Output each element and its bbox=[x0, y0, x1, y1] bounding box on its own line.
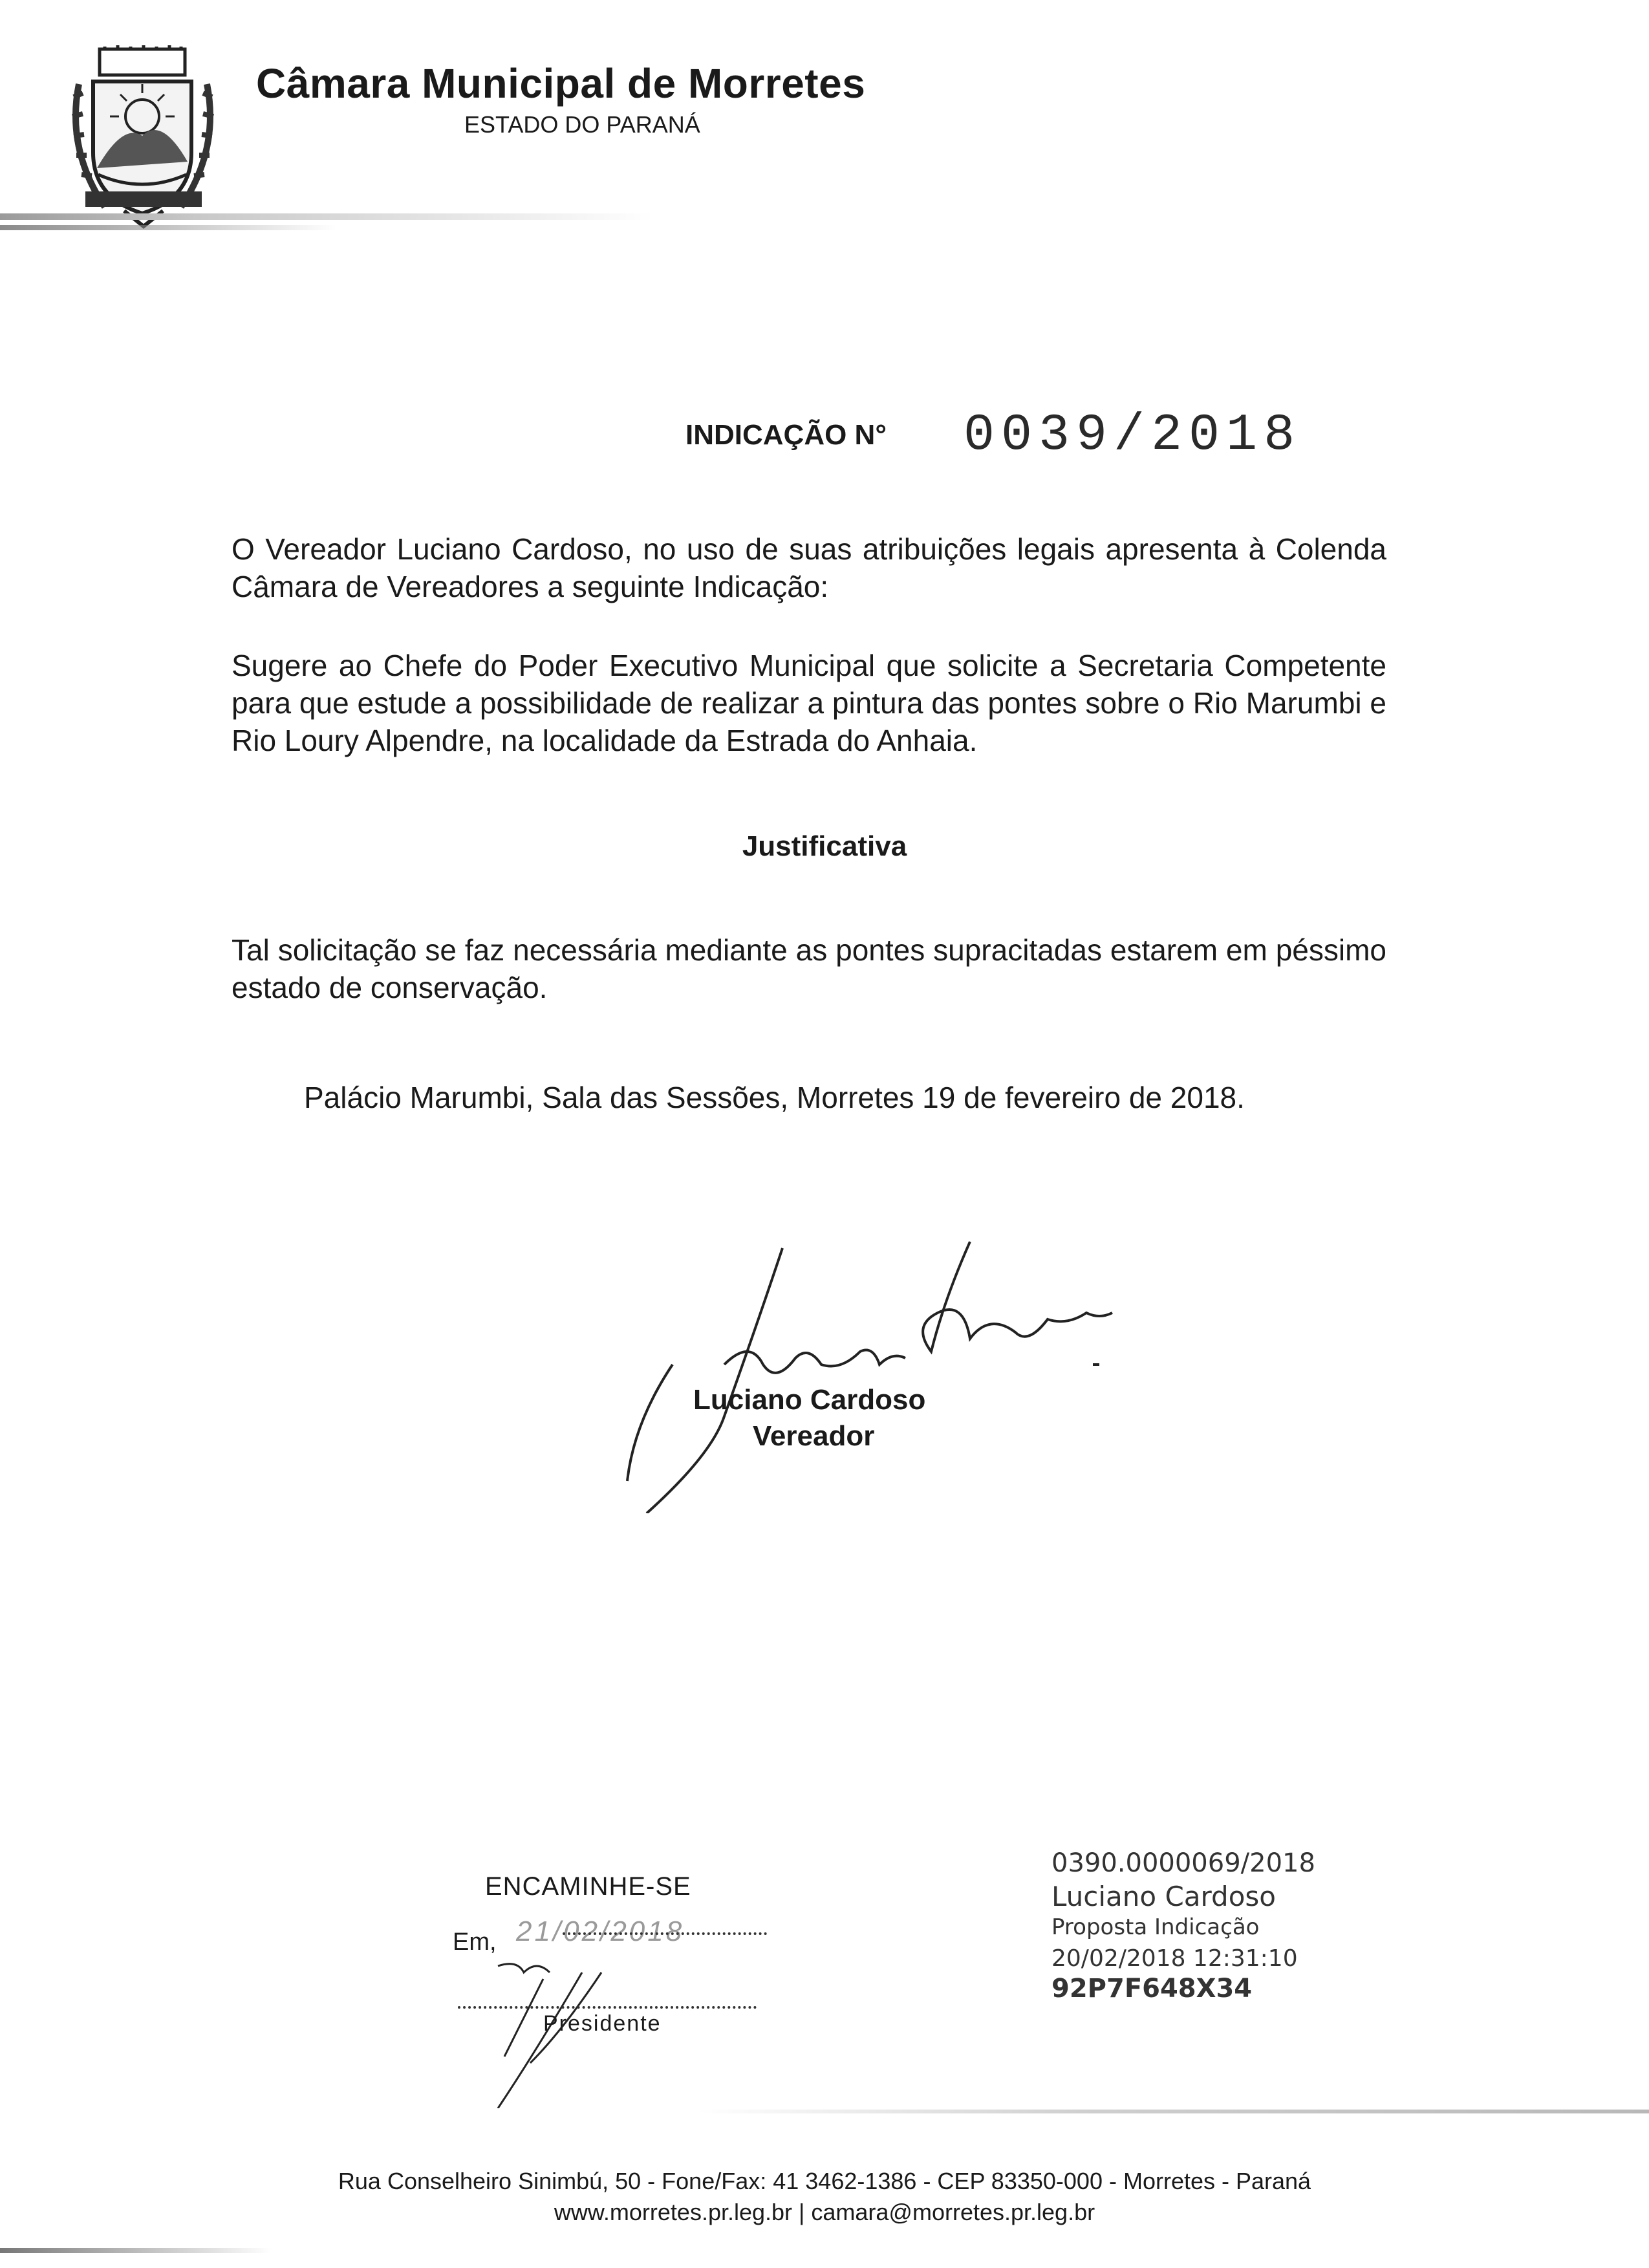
institution-title: Câmara Municipal de Morretes bbox=[256, 60, 866, 107]
scan-edge-mark bbox=[0, 2248, 272, 2253]
signer-name: Luciano Cardoso bbox=[693, 1384, 926, 1416]
justification-heading: Justificativa bbox=[742, 830, 907, 862]
footer-address: Rua Conselheiro Sinimbú, 50 - Fone/Fax: 41 3462-1386 - CEP 83350-000 - Morretes - Paraná bbox=[338, 2168, 1311, 2194]
stamp-date-line bbox=[563, 1932, 767, 1935]
protocol-code: 0390.0000069/2018 bbox=[1051, 1848, 1315, 1878]
signer-role: Vereador bbox=[753, 1420, 875, 1452]
forward-stamp-title: ENCAMINHE-SE bbox=[485, 1872, 691, 1901]
handwritten-signature bbox=[601, 1235, 1119, 1513]
stamp-handwritten-date: 21/02/2018 bbox=[516, 1916, 685, 1947]
request-paragraph: Sugere ao Chefe do Poder Executivo Municipal que solicite a Secretaria Competente para que estude a possibilidade de realizar a pintura das pontes sobre o Rio Marumbi e Rio Loury Alpendre, na localidade da Estrada do Anhaia. bbox=[232, 649, 1386, 757]
protocol-kind: Proposta Indicação bbox=[1051, 1914, 1260, 1940]
footer-divider bbox=[698, 2110, 1649, 2113]
protocol-timestamp: 20/02/2018 12:31:10 bbox=[1051, 1945, 1298, 1972]
protocol-hash: 92P7F648X34 bbox=[1051, 1974, 1253, 2003]
justification-paragraph: Tal solicitação se faz necessária mediante as pontes supracitadas estarem em péssimo estado de conservação. bbox=[232, 933, 1386, 1004]
header-divider-shadow bbox=[0, 225, 336, 230]
indication-number: 0039/2018 bbox=[964, 406, 1302, 465]
stamp-signature-line bbox=[458, 2006, 757, 2009]
institution-subtitle: ESTADO DO PARANÁ bbox=[464, 111, 700, 138]
stamp-president-label: Presidente bbox=[543, 2011, 662, 2036]
footer-contact: www.morretes.pr.leg.br | camara@morretes.pr.leg.br bbox=[554, 2199, 1095, 2225]
protocol-author: Luciano Cardoso bbox=[1051, 1881, 1276, 1912]
stamp-date-label: Em, bbox=[453, 1928, 497, 1956]
header-divider bbox=[0, 213, 653, 220]
municipal-crest-icon bbox=[59, 45, 228, 239]
intro-paragraph: O Vereador Luciano Cardoso, no uso de suas atribuições legais apresenta à Colenda Câmara de Vereadores a seguinte Indicação: bbox=[232, 532, 1386, 603]
indication-label: INDICAÇÃO N° bbox=[685, 419, 887, 451]
place-date: Palácio Marumbi, Sala das Sessões, Morretes 19 de fevereiro de 2018. bbox=[304, 1081, 1245, 1114]
